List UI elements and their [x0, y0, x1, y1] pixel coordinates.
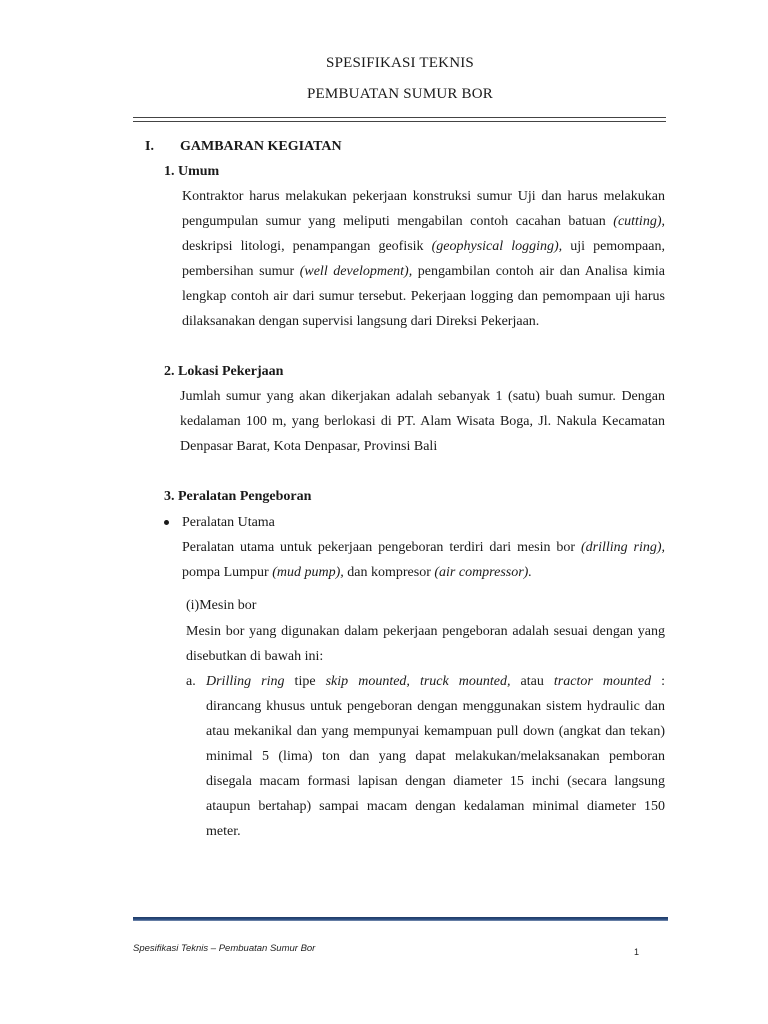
- item-a-line-7: meter.: [206, 824, 241, 839]
- umum-line-4: pembersihan sumur (well development), pengambilan contoh air dan Analisa kimia: [182, 264, 666, 279]
- section-heading: GAMBARAN KEGIATAN: [180, 139, 342, 154]
- umum-line-6: dilaksanakan dengan supervisi langsung dari Direksi Pekerjaan.: [182, 314, 540, 329]
- peralatan-line-2: pompa Lumpur (mud pump), dan kompresor (air compressor).: [182, 565, 532, 580]
- peralatan-line-1: Peralatan utama untuk pekerjaan pengeboran terdiri dari mesin bor (drilling ring),: [182, 540, 666, 555]
- header-double-rule: [133, 117, 666, 122]
- subsection-heading-umum: 1. Umum: [164, 164, 220, 179]
- document-title-line1: SPESIFIKASI TEKNIS: [326, 55, 474, 71]
- mesin-bor-heading: (i)Mesin bor: [186, 598, 257, 613]
- item-a-label: a.: [186, 674, 196, 689]
- umum-line-2: pengumpulan sumur yang meliputi mengabilan contoh cacahan batuan (cutting),: [182, 214, 665, 229]
- mesin-bor-line-1: Mesin bor yang digunakan dalam pekerjaan pengeboran adalah sesuai dengan yang: [186, 624, 665, 639]
- umum-line-1: Kontraktor harus melakukan pekerjaan konstruksi sumur Uji dan harus melakukan: [182, 189, 665, 204]
- mesin-bor-line-2: disebutkan di bawah ini:: [186, 649, 324, 664]
- item-a-line-3: atau mekanikal dan yang mempunyai kemampuan pull down (angkat dan tekan): [206, 724, 665, 739]
- umum-line-5: lengkap contoh air dari sumur tersebut. Pekerjaan logging dan pemompaan uji harus: [182, 289, 665, 304]
- bullet-peralatan-utama: Peralatan Utama: [182, 515, 275, 530]
- footer-rule: [133, 917, 668, 921]
- item-a-line-2: dirancang khusus untuk pengeboran dengan menggunakan sistem hydraulic dan: [206, 699, 665, 714]
- item-a-line-5: disegala macam formasi lapisan dengan diameter 15 inchi (secara langsung: [206, 774, 665, 789]
- subsection-heading-peralatan: 3. Peralatan Pengeboran: [164, 489, 312, 504]
- section-number: I.: [145, 139, 154, 154]
- bullet-icon: [164, 520, 169, 525]
- item-a-line-6: ataupun bertahap) sampai macam dengan kedalaman minimal diameter 150: [206, 799, 665, 814]
- umum-line-3: deskripsi litologi, penampangan geofisik (geophysical logging), uji pemompaan,: [182, 239, 665, 254]
- item-a-line-1: Drilling ring tipe skip mounted, truck mounted, atau tractor mounted :: [206, 674, 666, 689]
- page-number: 1: [634, 947, 640, 957]
- subsection-heading-lokasi: 2. Lokasi Pekerjaan: [164, 364, 284, 379]
- lokasi-line-3: Denpasar Barat, Kota Denpasar, Provinsi Bali: [180, 439, 438, 454]
- lokasi-line-2: kedalaman 100 m, yang berlokasi di PT. Alam Wisata Boga, Jl. Nakula Kecamatan: [180, 414, 665, 429]
- footer-document-title: Spesifikasi Teknis – Pembuatan Sumur Bor: [133, 943, 316, 954]
- lokasi-line-1: Jumlah sumur yang akan dikerjakan adalah sebanyak 1 (satu) buah sumur. Dengan: [180, 389, 665, 404]
- item-a-line-4: minimal 5 (lima) ton dan yang dapat melakukan/melaksanakan pemboran: [206, 749, 665, 764]
- document-title-line2: PEMBUATAN SUMUR BOR: [307, 86, 493, 102]
